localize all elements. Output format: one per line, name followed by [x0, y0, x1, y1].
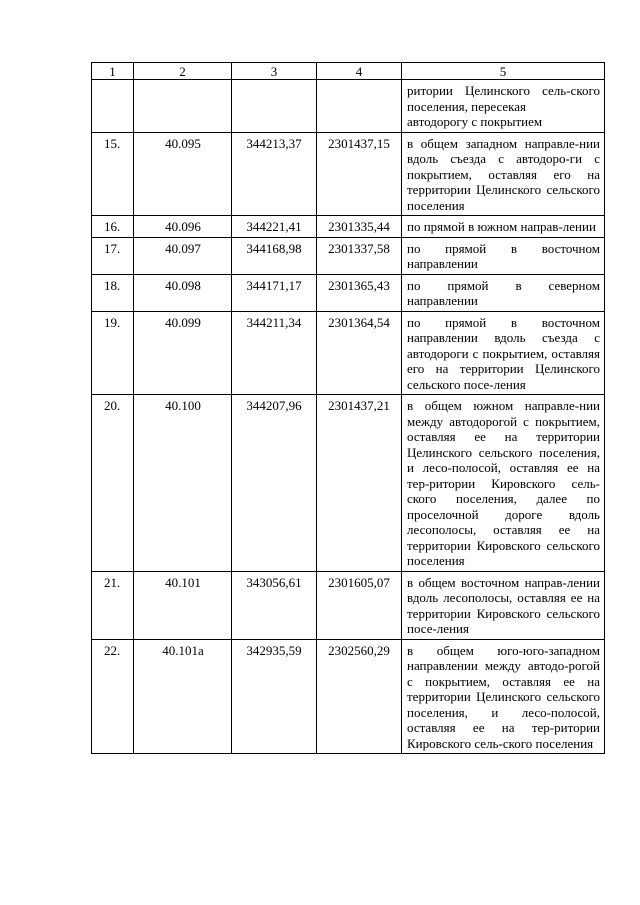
header-cell-1: 1: [92, 63, 134, 80]
boundary-description: по прямой в южном направ-лении: [402, 216, 605, 238]
point-number: 40.095: [134, 132, 232, 216]
row-number: 17.: [92, 237, 134, 274]
header-row: [92, 63, 605, 80]
table-row: [92, 311, 605, 395]
table-row: [92, 132, 605, 216]
row-number: 20.: [92, 395, 134, 572]
coordinate-x: 344221,41: [232, 216, 317, 238]
coordinate-x: 344213,37: [232, 132, 317, 216]
point-number: 40.101а: [134, 639, 232, 754]
boundary-description: по прямой в северном направлении: [402, 274, 605, 311]
coordinate-x: 343056,61: [232, 571, 317, 639]
row-number: 19.: [92, 311, 134, 395]
boundary-description: в общем восточном направ-лении вдоль лесополосы, оставляя ее на территории Кировского сельского посе-ления: [402, 571, 605, 639]
point-number: 40.101: [134, 571, 232, 639]
boundary-description: по прямой в восточном направлении: [402, 237, 605, 274]
row-number: 22.: [92, 639, 134, 754]
continuation-row: [92, 80, 605, 133]
table-body: [92, 63, 605, 754]
boundary-description: по прямой в восточном направлении вдоль съезда с автодороги с покрытием, оставляя его на территории Целинского сельского посе-ления: [402, 311, 605, 395]
coordinate-x: 344171,17: [232, 274, 317, 311]
coordinate-y: 2301365,43: [317, 274, 402, 311]
boundary-description: в общем юго-юго-западном направлении между автодо-рогой с покрытием, оставляя ее на территории Целинского сельского поселения, и лесо-полосой, оставляя ее на тер-ритории Кировского сель-ского поселения: [402, 639, 605, 754]
coordinate-y: 2302560,29: [317, 639, 402, 754]
continuation-justified: ритории Целинского сель-ского поселения, пересекая: [407, 83, 600, 114]
point-number: 40.096: [134, 216, 232, 238]
coordinates-table: [91, 62, 605, 754]
header-cell-3: 3: [232, 63, 317, 80]
coordinate-x: 344168,98: [232, 237, 317, 274]
continuation-description: [402, 80, 605, 133]
header-cell-4: 4: [317, 63, 402, 80]
point-number: 40.099: [134, 311, 232, 395]
point-number: 40.097: [134, 237, 232, 274]
table-row: [92, 571, 605, 639]
boundary-description: в общем западном направле-нии вдоль съезда с автодоро-ги с покрытием, оставляя его на территории Целинского сельского поселения: [402, 132, 605, 216]
boundary-description: в общем южном направле-нии между автодорогой с покрытием, оставляя ее на территории Целинского сельского поселения, и лесо-полосой, оставляя ее на тер-ритории Кировского сель-ского поселения, далее по проселочной дороге вдоль лесополосы, оставляя ее на территории Кировского сельского поселения: [402, 395, 605, 572]
row-number: 21.: [92, 571, 134, 639]
coordinate-x: 344211,34: [232, 311, 317, 395]
coordinate-y: 2301437,21: [317, 395, 402, 572]
continuation-text: [407, 83, 600, 130]
table-row: [92, 395, 605, 572]
empty-cell: [92, 80, 134, 133]
coordinate-y: 2301364,54: [317, 311, 402, 395]
row-number: 15.: [92, 132, 134, 216]
coordinate-y: 2301605,07: [317, 571, 402, 639]
coordinate-y: 2301335,44: [317, 216, 402, 238]
coordinate-y: 2301337,58: [317, 237, 402, 274]
table-row: [92, 274, 605, 311]
continuation-tail: автодорогу с покрытием: [407, 114, 543, 129]
coordinate-x: 342935,59: [232, 639, 317, 754]
empty-cell: [134, 80, 232, 133]
table-row: [92, 639, 605, 754]
coordinate-y: 2301437,15: [317, 132, 402, 216]
header-cell-5: 5: [402, 63, 605, 80]
table-row: [92, 237, 605, 274]
point-number: 40.100: [134, 395, 232, 572]
empty-cell: [232, 80, 317, 133]
row-number: 16.: [92, 216, 134, 238]
row-number: 18.: [92, 274, 134, 311]
empty-cell: [317, 80, 402, 133]
header-cell-2: 2: [134, 63, 232, 80]
point-number: 40.098: [134, 274, 232, 311]
table-row: [92, 216, 605, 238]
coordinate-x: 344207,96: [232, 395, 317, 572]
